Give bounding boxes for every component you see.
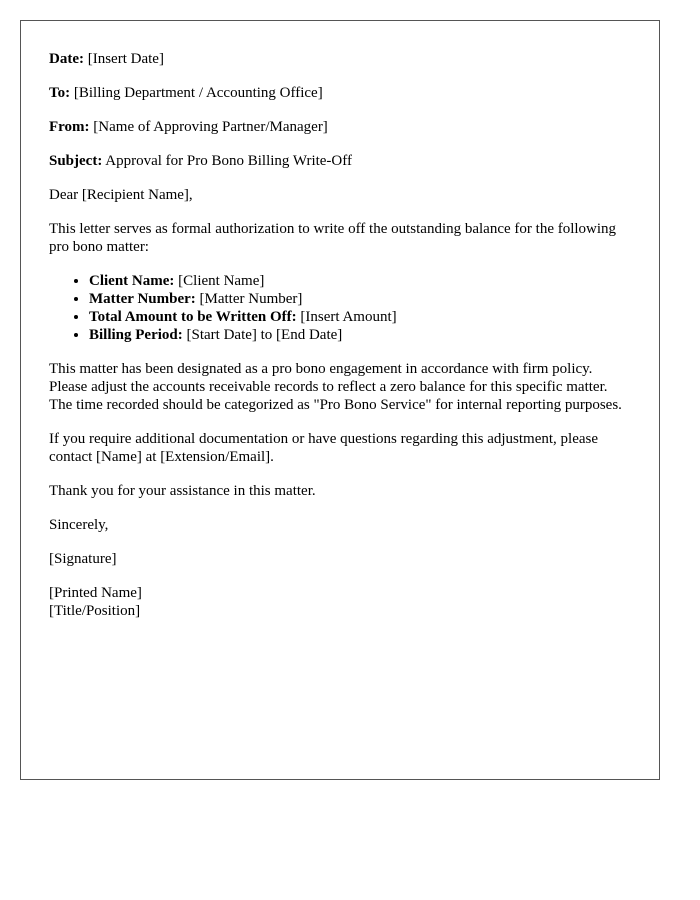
- matter-number-value: [Matter Number]: [195, 291, 303, 307]
- total-amount-value: [Insert Amount]: [296, 309, 397, 325]
- matter-details-list: [49, 272, 631, 344]
- list-item-total-amount: [89, 308, 631, 326]
- billing-period-label: Billing Period:: [89, 327, 183, 343]
- date-value: [Insert Date]: [83, 51, 164, 67]
- letter-page: [20, 20, 660, 780]
- subject-line: [49, 152, 631, 170]
- thanks-paragraph: Thank you for your assistance in this matter.: [49, 483, 316, 499]
- date-line: [49, 50, 631, 68]
- subject-value: Approval for Pro Bono Billing Write-Off: [102, 153, 352, 169]
- from-value: [Name of Approving Partner/Manager]: [89, 119, 328, 135]
- subject-label: Subject:: [49, 153, 103, 169]
- matter-number-label: Matter Number:: [89, 291, 196, 307]
- printed-name: [Printed Name]: [49, 585, 142, 601]
- total-amount-label: Total Amount to be Written Off:: [89, 309, 297, 325]
- list-item-client-name: [89, 272, 631, 290]
- signature-placeholder: [Signature]: [49, 551, 117, 567]
- client-name-value: [Client Name]: [174, 273, 265, 289]
- policy-paragraph: This matter has been designated as a pro bono engagement in accordance with firm policy. Please adjust the accounts receivable records to reflect a zero balance for this specific matter. The time recorded should be categorized as "Pro Bono Service" for internal reporting purposes.: [49, 361, 622, 413]
- from-line: [49, 118, 631, 136]
- contact-paragraph: If you require additional documentation or have questions regarding this adjustment, please contact [Name] at [Extension/Email].: [49, 431, 599, 465]
- salutation: Dear [Recipient Name],: [49, 187, 193, 203]
- list-item-billing-period: [89, 326, 631, 344]
- billing-period-value: [Start Date] to [End Date]: [182, 327, 343, 343]
- client-name-label: Client Name:: [89, 273, 175, 289]
- title-position: [Title/Position]: [49, 603, 141, 619]
- date-label: Date:: [49, 51, 84, 67]
- intro-paragraph: This letter serves as formal authorization to write off the outstanding balance for the following pro bono matter:: [49, 221, 617, 255]
- to-line: [49, 84, 631, 102]
- from-label: From:: [49, 119, 90, 135]
- to-label: To:: [49, 85, 71, 101]
- list-item-matter-number: [89, 290, 631, 308]
- signature-block: [49, 584, 631, 620]
- sign-off: Sincerely,: [49, 517, 109, 533]
- to-value: [Billing Department / Accounting Office]: [70, 85, 323, 101]
